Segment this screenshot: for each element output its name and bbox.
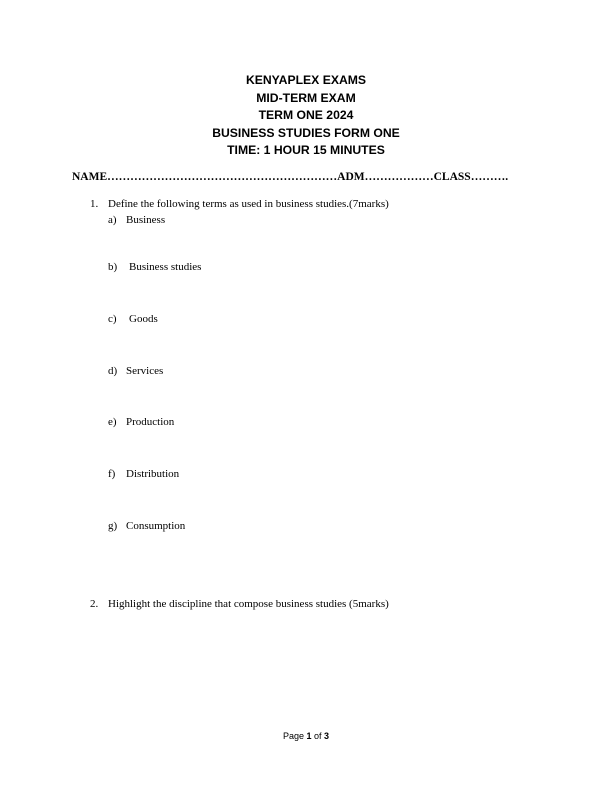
question-text: Highlight the discipline that compose business studies (5marks)	[108, 598, 389, 610]
question-number: 1.	[90, 198, 99, 210]
page-word: Page	[282, 731, 304, 741]
sub-question-text: Distribution	[126, 468, 180, 480]
question-text: Define the following terms as used in business studies.(7marks)	[108, 198, 389, 210]
sub-question-text: Services	[126, 365, 164, 377]
class-label: CLASS	[433, 171, 471, 183]
sub-question-text: Business studies	[129, 261, 202, 273]
sub-question-label: e)	[108, 416, 117, 428]
adm-label: ADM	[337, 171, 365, 183]
sub-question-text: Consumption	[126, 520, 186, 532]
name-label: NAME	[72, 171, 108, 183]
header-school: KENYAPLEX EXAMS	[245, 73, 367, 87]
sub-question-label: a)	[108, 214, 117, 226]
total-pages: 3	[324, 731, 330, 741]
current-page: 1	[306, 731, 312, 741]
sub-question-label: b)	[108, 261, 118, 273]
header-exam-type: MID-TERM EXAM	[256, 90, 356, 105]
sub-question-label: f)	[108, 468, 116, 480]
name-field[interactable]: ……………………………………………………	[107, 171, 338, 183]
sub-question-label: d)	[108, 365, 118, 377]
class-field[interactable]: ……….	[470, 171, 509, 183]
header-term: TERM ONE 2024	[258, 108, 354, 123]
student-id-line	[72, 171, 508, 183]
sub-question-text: Production	[126, 416, 175, 428]
exam-header	[0, 72, 612, 160]
of-word: of	[314, 731, 322, 741]
sub-question-label: g)	[108, 520, 118, 532]
sub-question-text: Goods	[129, 313, 158, 325]
adm-field[interactable]: ………………	[364, 171, 434, 183]
sub-question-text: Business	[126, 214, 166, 226]
header-subject: BUSINESS STUDIES FORM ONE	[212, 125, 400, 140]
header-time: TIME: 1 HOUR 15 MINUTES	[227, 143, 385, 158]
sub-question-label: c)	[108, 313, 117, 325]
question-number: 2.	[90, 598, 99, 610]
page-footer	[0, 731, 612, 741]
